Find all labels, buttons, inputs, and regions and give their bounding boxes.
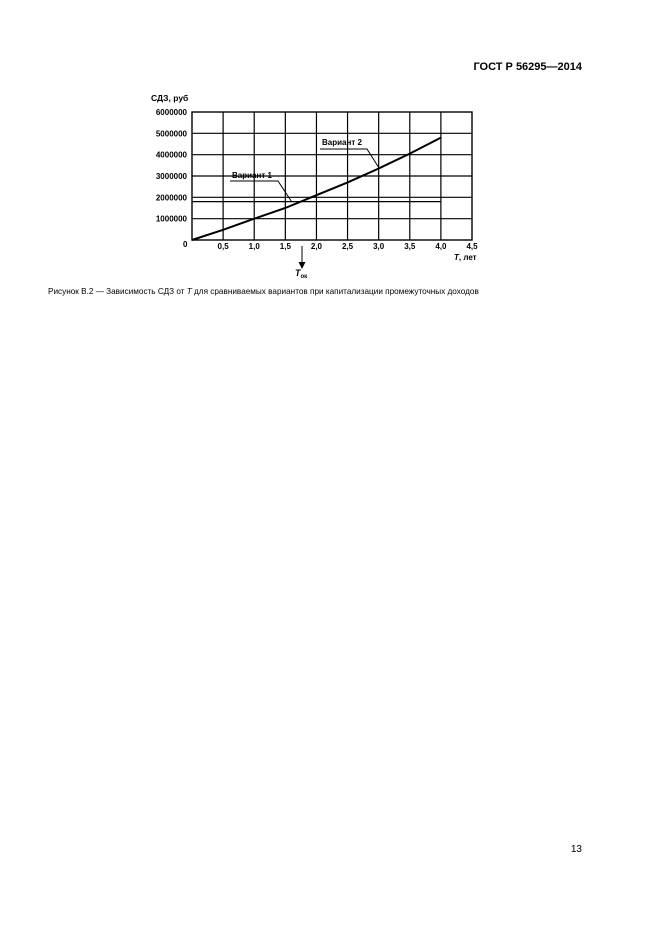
y-axis-label: СДЗ, руб [151, 93, 189, 103]
x-axis-label [454, 253, 477, 262]
x-tick-label-8: 4,5 [466, 242, 478, 251]
chart-annotations [230, 138, 379, 202]
x-tick-label-6: 3,5 [404, 242, 416, 251]
annotation-variant-1-label: Вариант 1 [232, 171, 272, 180]
x-tick-label-5: 3,0 [373, 242, 385, 251]
x-tick-label-4: 2,5 [341, 242, 354, 251]
annotation-variant-2-leader [320, 149, 379, 168]
y-tick-label-2: 3000000 [155, 172, 187, 181]
annotation-variant-1-leader [230, 181, 292, 202]
t-marker [295, 246, 307, 280]
x-axis-label-unit: , лет [458, 253, 477, 262]
standard-header: ГОСТ Р 56295—2014 [473, 61, 582, 73]
x-tick-label-7: 4,0 [435, 242, 447, 251]
x-axis-label-var: T [454, 253, 459, 262]
t-marker-sub: ок [300, 274, 308, 280]
x-tick-label-2: 1,5 [279, 242, 291, 251]
y-tick-label-0: 1000000 [155, 214, 187, 224]
figure-caption [48, 287, 608, 296]
caption-var: T [186, 287, 192, 296]
origin-label: 0 [183, 240, 188, 249]
page-number: 13 [570, 844, 582, 855]
y-tick-label-4: 5000000 [155, 129, 187, 139]
caption-before: Рисунок В.2 — Зависимость СДЗ от [48, 287, 187, 296]
x-tick-label-1: 1,0 [248, 242, 260, 251]
annotation-variant-2-label: Вариант 2 [322, 138, 362, 147]
y-tick-label-3: 4000000 [155, 150, 187, 160]
chart [0, 0, 661, 285]
caption-after: для сравниваемых вариантов при капитализации промежуточных доходов [191, 287, 479, 296]
x-tick-label-3: 2,0 [310, 242, 323, 251]
y-tick-label-1: 2000000 [155, 193, 187, 203]
x-tick-label-0: 0,5 [217, 242, 229, 251]
t-marker-var: T [295, 268, 301, 278]
t-marker-label [295, 268, 307, 280]
y-tick-label-5: 6000000 [155, 108, 187, 117]
